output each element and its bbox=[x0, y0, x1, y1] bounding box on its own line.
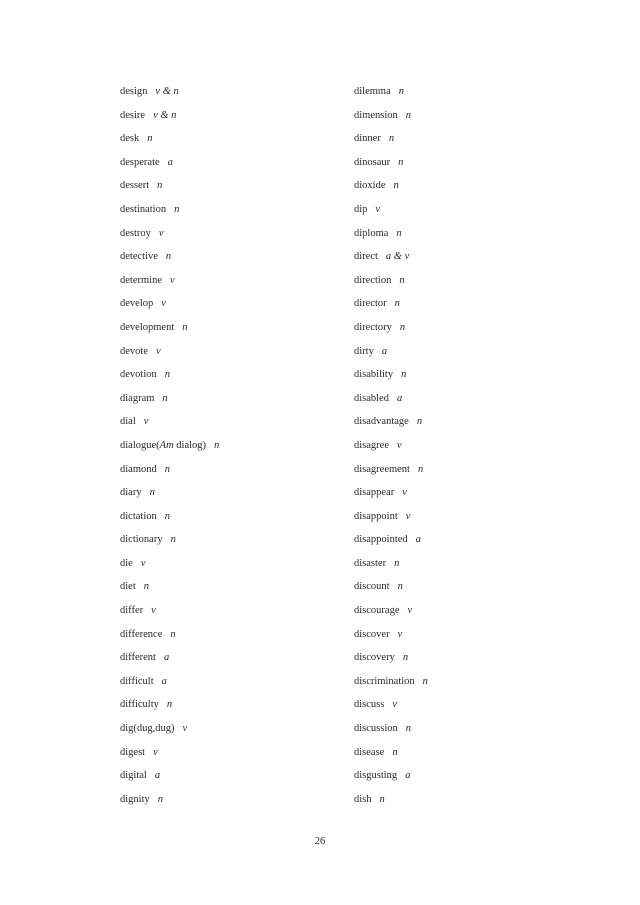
part-of-speech: n bbox=[417, 463, 424, 475]
part-of-speech: v bbox=[402, 487, 407, 499]
vocab-word: dirty bbox=[354, 345, 374, 357]
part-of-speech: n bbox=[402, 652, 409, 664]
part-of-speech: n bbox=[394, 298, 400, 310]
vocab-entry bbox=[120, 578, 360, 602]
part-of-speech: n bbox=[214, 439, 220, 451]
part-of-speech: v bbox=[405, 510, 411, 522]
vocab-entry bbox=[354, 602, 594, 626]
vocab-entry bbox=[120, 130, 360, 154]
vocab-entry bbox=[354, 390, 594, 414]
part-of-speech: v bbox=[153, 746, 158, 758]
vocab-word: devotion bbox=[120, 369, 157, 381]
vocab-entry bbox=[354, 295, 594, 319]
part-of-speech: n bbox=[388, 133, 395, 145]
part-of-speech: n bbox=[393, 180, 399, 192]
part-of-speech: a bbox=[154, 770, 161, 782]
part-of-speech: v bbox=[392, 699, 398, 711]
part-of-speech: n bbox=[396, 227, 402, 239]
vocab-word: direct bbox=[354, 251, 378, 263]
part-of-speech: a bbox=[161, 675, 167, 687]
vocab-word: disappear bbox=[354, 487, 395, 499]
vocab-word: desk bbox=[120, 133, 140, 145]
vocab-entry bbox=[120, 272, 360, 296]
part-of-speech: a bbox=[405, 770, 411, 782]
vocab-word: dial bbox=[120, 416, 136, 428]
vocab-entry bbox=[354, 696, 594, 720]
vocab-word: dictation bbox=[120, 510, 157, 522]
vocab-entry bbox=[354, 649, 594, 673]
vocab-word: determine bbox=[120, 274, 162, 286]
part-of-speech: n bbox=[379, 793, 385, 805]
vocab-word: develop bbox=[120, 298, 154, 310]
part-of-speech: n bbox=[182, 321, 188, 333]
vocab-word: disagreement bbox=[354, 463, 410, 475]
vocab-entry bbox=[354, 791, 594, 815]
vocab-word: dinner bbox=[354, 133, 381, 145]
vocab-word: disagree bbox=[354, 439, 389, 451]
vocab-word: difficult bbox=[120, 675, 154, 687]
vocab-entry bbox=[354, 177, 594, 201]
vocab-word: director bbox=[354, 298, 387, 310]
vocab-word: discovery bbox=[354, 652, 395, 664]
vocab-entry bbox=[120, 602, 360, 626]
vocab-word: diary bbox=[120, 487, 142, 499]
vocab-entry bbox=[354, 248, 594, 272]
vocab-entry bbox=[120, 295, 360, 319]
part-of-speech: n bbox=[164, 369, 170, 381]
part-of-speech: v bbox=[397, 628, 403, 640]
vocab-entry bbox=[120, 508, 360, 532]
vocab-entry bbox=[120, 107, 360, 131]
vocab-word: desire bbox=[120, 109, 146, 121]
part-of-speech: n bbox=[143, 581, 149, 593]
part-of-speech: a bbox=[397, 392, 403, 404]
vocab-entry bbox=[354, 272, 594, 296]
vocab-word: dialogue(Am dialog) bbox=[120, 439, 207, 451]
vocab-word: disadvantage bbox=[354, 416, 409, 428]
part-of-speech: v bbox=[407, 605, 413, 617]
part-of-speech: n bbox=[399, 321, 406, 333]
vocab-entry bbox=[120, 626, 360, 650]
vocab-word: diet bbox=[120, 581, 136, 593]
vocab-word: disappointed bbox=[354, 534, 408, 546]
vocab-word: digital bbox=[120, 770, 147, 782]
part-of-speech: n bbox=[157, 793, 164, 805]
vocab-entry bbox=[120, 366, 360, 390]
vocab-entry bbox=[354, 437, 594, 461]
vocab-entry bbox=[354, 225, 594, 249]
part-of-speech: n bbox=[164, 463, 170, 475]
part-of-speech: v bbox=[182, 723, 188, 735]
vocab-entry bbox=[120, 720, 360, 744]
part-of-speech: n bbox=[165, 251, 172, 263]
vocab-entry bbox=[354, 767, 594, 791]
vocab-word: detective bbox=[120, 251, 158, 263]
vocab-word: destination bbox=[120, 203, 167, 215]
vocab-word: digest bbox=[120, 746, 146, 758]
part-of-speech: n bbox=[397, 581, 403, 593]
vocab-entry bbox=[354, 484, 594, 508]
part-of-speech: v & n bbox=[153, 109, 177, 121]
vocab-entry bbox=[120, 791, 360, 815]
part-of-speech: n bbox=[401, 369, 407, 381]
part-of-speech: n bbox=[422, 675, 428, 687]
vocab-word: differ bbox=[120, 605, 144, 617]
part-of-speech: v bbox=[156, 345, 161, 357]
vocab-word: discourage bbox=[354, 605, 400, 617]
vocab-word: disease bbox=[354, 746, 385, 758]
vocab-word: devote bbox=[120, 345, 148, 357]
part-of-speech: a bbox=[415, 534, 421, 546]
part-of-speech: n bbox=[405, 723, 412, 735]
part-of-speech: n bbox=[166, 699, 173, 711]
part-of-speech: n bbox=[147, 133, 153, 145]
part-of-speech: v bbox=[158, 227, 164, 239]
vocab-word: dig(dug,dug) bbox=[120, 723, 175, 735]
vocab-word: dilemma bbox=[354, 86, 391, 97]
vocab-word: desperate bbox=[120, 156, 160, 168]
vocab-entry bbox=[120, 484, 360, 508]
vocab-entry bbox=[354, 83, 594, 107]
part-of-speech: n bbox=[398, 156, 404, 168]
vocab-word: direction bbox=[354, 274, 392, 286]
part-of-speech: n bbox=[399, 274, 405, 286]
vocab-word: dimension bbox=[354, 109, 398, 121]
part-of-speech: n bbox=[157, 180, 163, 192]
vocab-word: discrimination bbox=[354, 675, 415, 687]
vocab-entry bbox=[120, 390, 360, 414]
vocab-entry bbox=[120, 744, 360, 768]
vocab-entry bbox=[120, 413, 360, 437]
vocab-entry bbox=[120, 154, 360, 178]
part-of-speech: n bbox=[170, 628, 176, 640]
part-of-speech: n bbox=[162, 392, 168, 404]
vocab-entry bbox=[120, 673, 360, 697]
vocab-entry bbox=[120, 177, 360, 201]
left-word-column bbox=[120, 83, 360, 814]
vocab-word: different bbox=[120, 652, 156, 664]
vocab-entry bbox=[354, 366, 594, 390]
part-of-speech: n bbox=[174, 203, 180, 215]
vocab-entry bbox=[120, 83, 360, 107]
vocab-word: destroy bbox=[120, 227, 151, 239]
vocab-word: dictionary bbox=[120, 534, 163, 546]
vocab-entry bbox=[354, 626, 594, 650]
vocab-entry bbox=[120, 555, 360, 579]
part-of-speech: a bbox=[167, 156, 173, 168]
part-of-speech: v bbox=[396, 439, 402, 451]
vocab-entry bbox=[354, 744, 594, 768]
part-of-speech: n bbox=[405, 109, 411, 121]
vocab-entry bbox=[354, 578, 594, 602]
part-of-speech: a bbox=[381, 345, 388, 357]
part-of-speech: n bbox=[170, 534, 176, 546]
vocab-word: diploma bbox=[354, 227, 389, 239]
vocab-entry bbox=[354, 319, 594, 343]
vocab-word: disabled bbox=[354, 392, 389, 404]
vocab-word: dignity bbox=[120, 793, 150, 805]
vocab-entry bbox=[354, 531, 594, 555]
part-of-speech: a & v bbox=[385, 251, 410, 263]
part-of-speech: n bbox=[392, 746, 398, 758]
vocab-word: directory bbox=[354, 321, 392, 333]
vocab-word: disappoint bbox=[354, 510, 398, 522]
vocab-entry bbox=[120, 696, 360, 720]
vocab-entry bbox=[354, 555, 594, 579]
part-of-speech: v bbox=[375, 203, 381, 215]
vocab-entry bbox=[354, 508, 594, 532]
part-of-speech: v bbox=[143, 416, 149, 428]
part-of-speech: n bbox=[394, 557, 400, 569]
vocab-entry bbox=[120, 343, 360, 367]
vocab-word: discount bbox=[354, 581, 390, 593]
vocab-entry bbox=[120, 248, 360, 272]
vocab-entry bbox=[354, 413, 594, 437]
part-of-speech: n bbox=[416, 416, 423, 428]
part-of-speech: v bbox=[169, 274, 175, 286]
vocab-entry bbox=[120, 319, 360, 343]
vocab-entry bbox=[354, 107, 594, 131]
vocab-word: discover bbox=[354, 628, 390, 640]
vocab-word: die bbox=[120, 557, 133, 569]
vocab-entry bbox=[354, 130, 594, 154]
part-of-speech: v bbox=[151, 605, 156, 617]
part-of-speech: a bbox=[163, 652, 170, 664]
vocab-word: dioxide bbox=[354, 180, 386, 192]
part-of-speech: v & n bbox=[155, 86, 179, 97]
vocab-word: disaster bbox=[354, 557, 387, 569]
vocab-entry bbox=[120, 201, 360, 225]
vocab-word: disability bbox=[354, 369, 394, 381]
vocab-word: discussion bbox=[354, 723, 398, 735]
vocab-entry bbox=[354, 461, 594, 485]
vocab-word: difficulty bbox=[120, 699, 159, 711]
part-of-speech: n bbox=[164, 510, 170, 522]
vocab-entry bbox=[354, 201, 594, 225]
vocab-word: disgusting bbox=[354, 770, 398, 782]
part-of-speech: v bbox=[140, 557, 146, 569]
page-number: 26 bbox=[314, 836, 326, 847]
vocab-word: development bbox=[120, 321, 175, 333]
vocab-entry bbox=[120, 531, 360, 555]
vocab-entry bbox=[120, 461, 360, 485]
vocab-word: difference bbox=[120, 628, 163, 640]
part-of-speech: n bbox=[398, 86, 404, 97]
vocab-entry bbox=[354, 154, 594, 178]
vocab-word: diamond bbox=[120, 463, 157, 475]
vocab-entry bbox=[120, 649, 360, 673]
vocab-word: design bbox=[120, 86, 148, 97]
vocab-entry bbox=[354, 673, 594, 697]
right-word-column bbox=[354, 83, 594, 814]
vocab-entry bbox=[354, 343, 594, 367]
part-of-speech: v bbox=[161, 298, 166, 310]
vocab-word: dish bbox=[354, 793, 372, 805]
vocab-word: dip bbox=[354, 203, 368, 215]
vocab-entry bbox=[120, 225, 360, 249]
vocab-entry bbox=[354, 720, 594, 744]
vocab-entry bbox=[120, 767, 360, 791]
vocab-word: discuss bbox=[354, 699, 385, 711]
vocab-entry bbox=[120, 437, 360, 461]
vocab-word: diagram bbox=[120, 392, 155, 404]
vocab-word: dinosaur bbox=[354, 156, 391, 168]
part-of-speech: n bbox=[149, 487, 155, 499]
vocab-word: dessert bbox=[120, 180, 150, 192]
